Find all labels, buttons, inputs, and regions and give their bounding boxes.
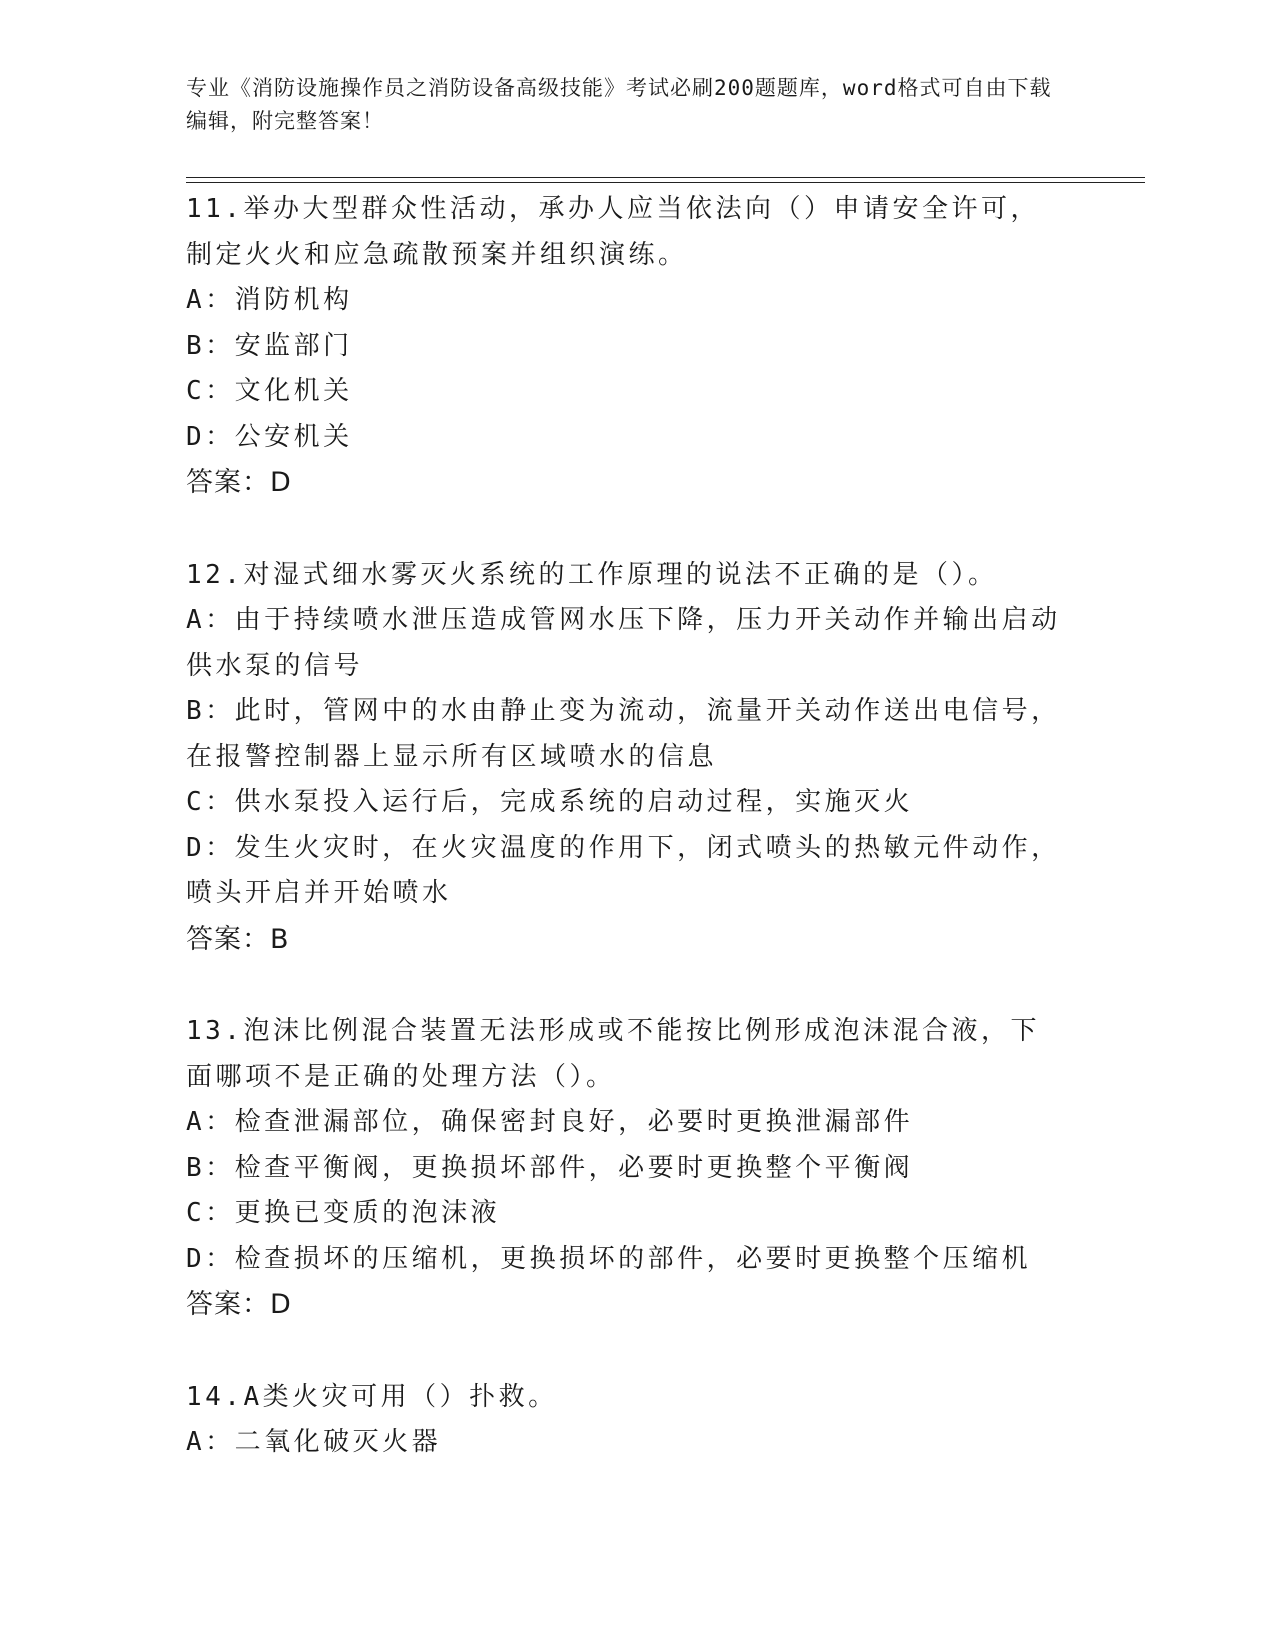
question-14 [186, 1375, 1066, 1466]
option-c: C：文化机关 [186, 376, 353, 406]
option-d: D：检查损坏的压缩机，更换损坏的部件，必要时更换整个压缩机 [186, 1243, 1032, 1274]
question-stem: 13.泡沫比例混合装置无法形成或不能按比例形成泡沫混合液，下面哪项不是正确的处理方法（）。 [186, 1016, 1040, 1092]
header-divider-bottom [186, 182, 1145, 183]
option-a: A：由于持续喷水泄压造成管网水压下降，压力开关动作并输出启动供水泵的信号 [186, 605, 1061, 681]
header-divider-top [186, 177, 1145, 178]
question-list [186, 187, 1066, 1513]
question-11 [186, 187, 1066, 506]
document-header [186, 72, 1066, 138]
option-c: C：更换已变质的泡沫液 [186, 1198, 501, 1228]
question-stem: 11.举办大型群众性活动，承办人应当依法向（）申请安全许可，制定火火和应急疏散预案并组织演练。 [186, 194, 1040, 270]
question-stem: 14.A类火灾可用（）扑救。 [186, 1381, 558, 1412]
option-a: A：消防机构 [186, 285, 353, 315]
option-a: A：二氧化破灭火器 [186, 1427, 442, 1457]
option-b: B：此时，管网中的水由静止变为流动，流量开关动作送出电信号，在报警控制器上显示所有区域喷水的信息 [186, 696, 1061, 772]
option-d: D：公安机关 [186, 421, 353, 452]
option-b: B：安监部门 [186, 330, 353, 361]
answer-label: 答案：B [186, 923, 290, 955]
question-stem: 12.对湿式细水雾灭火系统的工作原理的说法不正确的是（）。 [186, 559, 998, 590]
option-c: C：供水泵投入运行后，完成系统的启动过程，实施灭火 [186, 787, 914, 817]
option-b: B：检查平衡阀，更换损坏部件，必要时更换整个平衡阀 [186, 1152, 914, 1183]
question-12 [186, 553, 1066, 963]
option-d: D：发生火灾时，在火灾温度的作用下，闭式喷头的热敏元件动作，喷头开启并开始喷水 [186, 832, 1061, 908]
question-13 [186, 1009, 1066, 1328]
answer-label: 答案：D [186, 1289, 292, 1320]
header-text: 专业《消防设施操作员之消防设备高级技能》考试必刷200题题库，word格式可自由下载编辑，附完整答案！ [186, 76, 1052, 133]
option-a: A：检查泄漏部位，确保密封良好，必要时更换泄漏部件 [186, 1107, 914, 1137]
answer-label: 答案：D [186, 467, 292, 498]
